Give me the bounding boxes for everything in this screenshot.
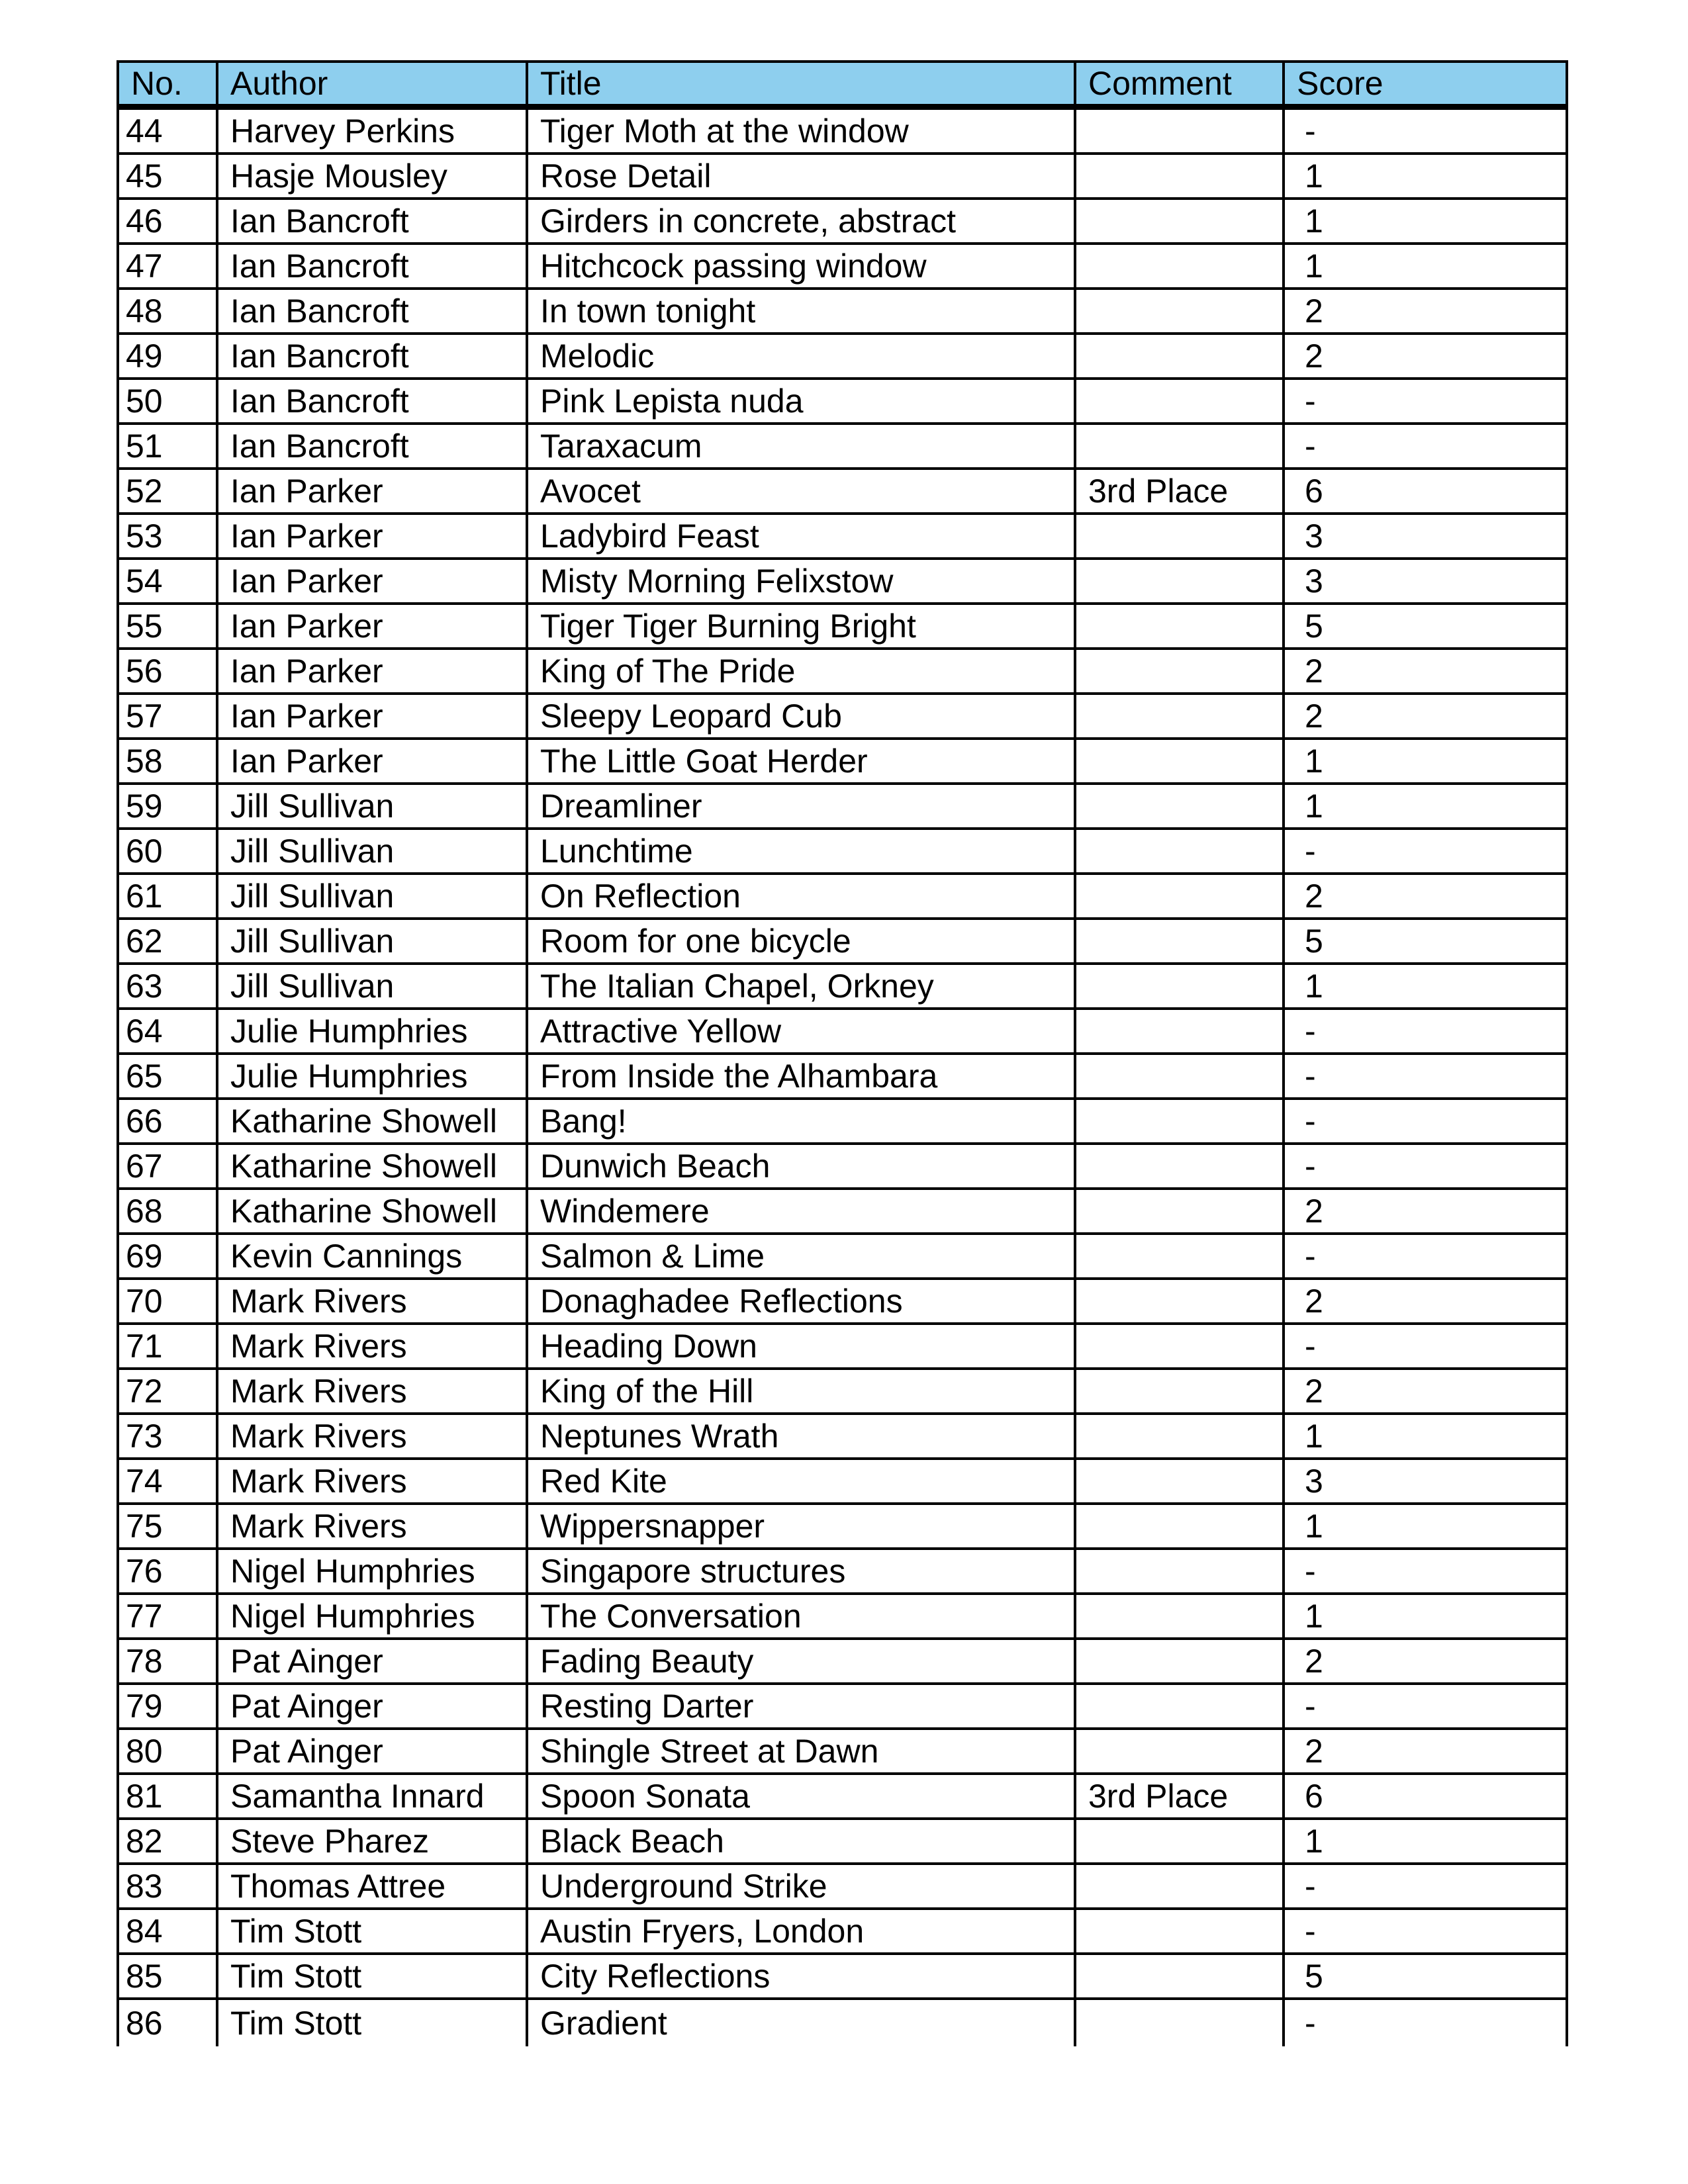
- cell-score: 3: [1284, 1459, 1567, 1504]
- cell-no: 50: [118, 379, 217, 424]
- results-table: [117, 60, 1568, 2046]
- table-header: [118, 62, 1567, 107]
- cell-no: 85: [118, 1954, 217, 1999]
- cell-title: Ladybird Feast: [527, 514, 1075, 559]
- cell-comment: [1075, 1549, 1284, 1594]
- cell-comment: [1075, 1144, 1284, 1189]
- cell-score: -: [1284, 1864, 1567, 1909]
- cell-comment: [1075, 1999, 1284, 2046]
- header-row: [118, 62, 1567, 107]
- cell-score: -: [1284, 1324, 1567, 1369]
- cell-no: 54: [118, 559, 217, 604]
- cell-comment: [1075, 919, 1284, 964]
- table-row: [118, 107, 1567, 154]
- cell-no: 51: [118, 424, 217, 469]
- cell-no: 53: [118, 514, 217, 559]
- cell-no: 48: [118, 289, 217, 334]
- cell-no: 81: [118, 1774, 217, 1819]
- cell-title: Wippersnapper: [527, 1504, 1075, 1549]
- cell-author: Mark Rivers: [217, 1369, 527, 1414]
- cell-score: -: [1284, 1009, 1567, 1054]
- table-row: [118, 514, 1567, 559]
- cell-no: 46: [118, 199, 217, 244]
- cell-author: Katharine Showell: [217, 1144, 527, 1189]
- cell-title: Tiger Tiger Burning Bright: [527, 604, 1075, 649]
- cell-score: 2: [1284, 874, 1567, 919]
- cell-score: 1: [1284, 244, 1567, 289]
- cell-comment: [1075, 1864, 1284, 1909]
- cell-comment: [1075, 1414, 1284, 1459]
- table-row: [118, 559, 1567, 604]
- cell-author: Mark Rivers: [217, 1279, 527, 1324]
- cell-score: 1: [1284, 1594, 1567, 1639]
- table-row: [118, 1864, 1567, 1909]
- cell-author: Ian Parker: [217, 514, 527, 559]
- cell-score: 1: [1284, 1504, 1567, 1549]
- cell-author: Ian Bancroft: [217, 424, 527, 469]
- cell-title: The Conversation: [527, 1594, 1075, 1639]
- cell-title: Underground Strike: [527, 1864, 1075, 1909]
- cell-no: 66: [118, 1099, 217, 1144]
- table-row: [118, 1459, 1567, 1504]
- cell-score: -: [1284, 1099, 1567, 1144]
- table-row: [118, 1144, 1567, 1189]
- table-row: [118, 874, 1567, 919]
- cell-score: 2: [1284, 1729, 1567, 1774]
- cell-score: 2: [1284, 289, 1567, 334]
- cell-author: Julie Humphries: [217, 1054, 527, 1099]
- cell-no: 58: [118, 739, 217, 784]
- cell-score: 1: [1284, 154, 1567, 199]
- table-row: [118, 1729, 1567, 1774]
- cell-score: 1: [1284, 199, 1567, 244]
- cell-no: 72: [118, 1369, 217, 1414]
- cell-no: 59: [118, 784, 217, 829]
- table-row: [118, 424, 1567, 469]
- cell-score: -: [1284, 1684, 1567, 1729]
- cell-author: Jill Sullivan: [217, 964, 527, 1009]
- cell-author: Ian Parker: [217, 739, 527, 784]
- table-body: [118, 107, 1567, 2047]
- cell-comment: [1075, 1189, 1284, 1234]
- table-row: [118, 829, 1567, 874]
- cell-author: Katharine Showell: [217, 1189, 527, 1234]
- cell-no: 76: [118, 1549, 217, 1594]
- cell-author: Tim Stott: [217, 1999, 527, 2046]
- cell-title: King of The Pride: [527, 649, 1075, 694]
- cell-comment: [1075, 1639, 1284, 1684]
- cell-author: Jill Sullivan: [217, 829, 527, 874]
- cell-author: Katharine Showell: [217, 1099, 527, 1144]
- cell-score: -: [1284, 107, 1567, 154]
- cell-comment: [1075, 784, 1284, 829]
- cell-no: 55: [118, 604, 217, 649]
- cell-title: Red Kite: [527, 1459, 1075, 1504]
- cell-comment: [1075, 289, 1284, 334]
- cell-title: Room for one bicycle: [527, 919, 1075, 964]
- table-row: [118, 784, 1567, 829]
- cell-score: 6: [1284, 469, 1567, 514]
- table-row: [118, 469, 1567, 514]
- cell-comment: [1075, 1099, 1284, 1144]
- table-row: [118, 1954, 1567, 1999]
- cell-comment: [1075, 1459, 1284, 1504]
- table-row: [118, 1234, 1567, 1279]
- cell-score: -: [1284, 424, 1567, 469]
- cell-author: Samantha Innard: [217, 1774, 527, 1819]
- cell-author: Ian Bancroft: [217, 289, 527, 334]
- cell-no: 65: [118, 1054, 217, 1099]
- cell-author: Hasje Mousley: [217, 154, 527, 199]
- cell-no: 69: [118, 1234, 217, 1279]
- cell-score: -: [1284, 1549, 1567, 1594]
- cell-author: Kevin Cannings: [217, 1234, 527, 1279]
- cell-comment: [1075, 1324, 1284, 1369]
- table-row: [118, 739, 1567, 784]
- cell-comment: [1075, 559, 1284, 604]
- cell-title: Girders in concrete, abstract: [527, 199, 1075, 244]
- cell-comment: [1075, 874, 1284, 919]
- cell-author: Steve Pharez: [217, 1819, 527, 1864]
- cell-score: 2: [1284, 334, 1567, 379]
- cell-score: 3: [1284, 514, 1567, 559]
- header-no: No.: [118, 62, 217, 107]
- cell-comment: [1075, 649, 1284, 694]
- cell-score: 2: [1284, 1639, 1567, 1684]
- cell-comment: [1075, 514, 1284, 559]
- cell-title: Austin Fryers, London: [527, 1909, 1075, 1954]
- cell-no: 77: [118, 1594, 217, 1639]
- cell-comment: [1075, 1684, 1284, 1729]
- cell-author: Nigel Humphries: [217, 1594, 527, 1639]
- cell-title: King of the Hill: [527, 1369, 1075, 1414]
- cell-author: Julie Humphries: [217, 1009, 527, 1054]
- table-row: [118, 1324, 1567, 1369]
- cell-title: Salmon & Lime: [527, 1234, 1075, 1279]
- cell-score: 1: [1284, 964, 1567, 1009]
- cell-comment: [1075, 334, 1284, 379]
- table-row: [118, 604, 1567, 649]
- cell-author: Ian Bancroft: [217, 334, 527, 379]
- cell-author: Mark Rivers: [217, 1504, 527, 1549]
- cell-score: 2: [1284, 1189, 1567, 1234]
- table-row: [118, 1999, 1567, 2046]
- cell-score: -: [1284, 1144, 1567, 1189]
- cell-author: Ian Parker: [217, 694, 527, 739]
- cell-no: 83: [118, 1864, 217, 1909]
- cell-author: Mark Rivers: [217, 1414, 527, 1459]
- table-row: [118, 1909, 1567, 1954]
- cell-author: Ian Parker: [217, 559, 527, 604]
- cell-title: Dreamliner: [527, 784, 1075, 829]
- cell-no: 75: [118, 1504, 217, 1549]
- cell-comment: [1075, 1819, 1284, 1864]
- cell-no: 71: [118, 1324, 217, 1369]
- cell-no: 45: [118, 154, 217, 199]
- header-title: Title: [527, 62, 1075, 107]
- cell-comment: [1075, 244, 1284, 289]
- cell-no: 64: [118, 1009, 217, 1054]
- cell-comment: [1075, 739, 1284, 784]
- cell-score: -: [1284, 1909, 1567, 1954]
- cell-title: Windemere: [527, 1189, 1075, 1234]
- cell-no: 61: [118, 874, 217, 919]
- cell-score: -: [1284, 1054, 1567, 1099]
- cell-comment: [1075, 694, 1284, 739]
- cell-no: 63: [118, 964, 217, 1009]
- cell-no: 44: [118, 107, 217, 154]
- table-row: [118, 1054, 1567, 1099]
- cell-title: The Italian Chapel, Orkney: [527, 964, 1075, 1009]
- cell-no: 78: [118, 1639, 217, 1684]
- cell-score: 1: [1284, 784, 1567, 829]
- cell-no: 84: [118, 1909, 217, 1954]
- cell-comment: [1075, 1279, 1284, 1324]
- cell-title: Donaghadee Reflections: [527, 1279, 1075, 1324]
- cell-no: 79: [118, 1684, 217, 1729]
- cell-title: Attractive Yellow: [527, 1009, 1075, 1054]
- cell-author: Ian Bancroft: [217, 199, 527, 244]
- cell-no: 73: [118, 1414, 217, 1459]
- table-row: [118, 1639, 1567, 1684]
- table-row: [118, 1594, 1567, 1639]
- cell-title: Spoon Sonata: [527, 1774, 1075, 1819]
- cell-comment: [1075, 1954, 1284, 1999]
- header-author: Author: [217, 62, 527, 107]
- cell-title: Misty Morning Felixstow: [527, 559, 1075, 604]
- cell-score: 5: [1284, 919, 1567, 964]
- cell-title: Heading Down: [527, 1324, 1075, 1369]
- cell-no: 52: [118, 469, 217, 514]
- cell-score: 5: [1284, 1954, 1567, 1999]
- cell-no: 67: [118, 1144, 217, 1189]
- cell-score: 1: [1284, 1819, 1567, 1864]
- cell-score: 3: [1284, 559, 1567, 604]
- table-row: [118, 1279, 1567, 1324]
- cell-no: 60: [118, 829, 217, 874]
- cell-title: Avocet: [527, 469, 1075, 514]
- table-row: [118, 694, 1567, 739]
- cell-author: Jill Sullivan: [217, 919, 527, 964]
- table-row: [118, 334, 1567, 379]
- table-row: [118, 154, 1567, 199]
- cell-title: Tiger Moth at the window: [527, 107, 1075, 154]
- cell-comment: [1075, 1369, 1284, 1414]
- cell-no: 70: [118, 1279, 217, 1324]
- cell-no: 57: [118, 694, 217, 739]
- table-row: [118, 1009, 1567, 1054]
- cell-comment: [1075, 199, 1284, 244]
- cell-score: -: [1284, 379, 1567, 424]
- cell-author: Ian Parker: [217, 649, 527, 694]
- table-row: [118, 1774, 1567, 1819]
- cell-comment: [1075, 1909, 1284, 1954]
- cell-author: Mark Rivers: [217, 1459, 527, 1504]
- cell-score: 5: [1284, 604, 1567, 649]
- cell-author: Tim Stott: [217, 1954, 527, 1999]
- table-row: [118, 244, 1567, 289]
- cell-title: City Reflections: [527, 1954, 1075, 1999]
- cell-title: Singapore structures: [527, 1549, 1075, 1594]
- cell-score: 1: [1284, 1414, 1567, 1459]
- cell-comment: [1075, 964, 1284, 1009]
- cell-comment: [1075, 1594, 1284, 1639]
- cell-comment: 3rd Place: [1075, 1774, 1284, 1819]
- table-row: [118, 1189, 1567, 1234]
- table-row: [118, 379, 1567, 424]
- header-score: Score: [1284, 62, 1567, 107]
- cell-title: Melodic: [527, 334, 1075, 379]
- cell-title: Lunchtime: [527, 829, 1075, 874]
- cell-author: Pat Ainger: [217, 1729, 527, 1774]
- table-row: [118, 1504, 1567, 1549]
- cell-no: 74: [118, 1459, 217, 1504]
- table-row: [118, 1819, 1567, 1864]
- cell-comment: [1075, 829, 1284, 874]
- cell-title: The Little Goat Herder: [527, 739, 1075, 784]
- table-row: [118, 1549, 1567, 1594]
- cell-title: In town tonight: [527, 289, 1075, 334]
- cell-no: 80: [118, 1729, 217, 1774]
- cell-no: 68: [118, 1189, 217, 1234]
- cell-no: 82: [118, 1819, 217, 1864]
- cell-score: 2: [1284, 694, 1567, 739]
- cell-comment: [1075, 1234, 1284, 1279]
- cell-title: On Reflection: [527, 874, 1075, 919]
- header-comment: Comment: [1075, 62, 1284, 107]
- table-row: [118, 289, 1567, 334]
- cell-title: Bang!: [527, 1099, 1075, 1144]
- cell-author: Harvey Perkins: [217, 107, 527, 154]
- cell-comment: [1075, 107, 1284, 154]
- cell-comment: [1075, 154, 1284, 199]
- cell-comment: [1075, 1504, 1284, 1549]
- table-row: [118, 1414, 1567, 1459]
- cell-comment: [1075, 1054, 1284, 1099]
- cell-comment: [1075, 424, 1284, 469]
- table-row: [118, 919, 1567, 964]
- cell-title: Black Beach: [527, 1819, 1075, 1864]
- cell-score: 2: [1284, 649, 1567, 694]
- cell-no: 47: [118, 244, 217, 289]
- cell-comment: 3rd Place: [1075, 469, 1284, 514]
- cell-score: 2: [1284, 1369, 1567, 1414]
- cell-author: Thomas Attree: [217, 1864, 527, 1909]
- cell-author: Mark Rivers: [217, 1324, 527, 1369]
- cell-title: Pink Lepista nuda: [527, 379, 1075, 424]
- cell-author: Pat Ainger: [217, 1684, 527, 1729]
- cell-score: -: [1284, 1999, 1567, 2046]
- cell-no: 62: [118, 919, 217, 964]
- cell-comment: [1075, 604, 1284, 649]
- cell-author: Pat Ainger: [217, 1639, 527, 1684]
- table-row: [118, 1684, 1567, 1729]
- cell-author: Jill Sullivan: [217, 784, 527, 829]
- cell-score: -: [1284, 829, 1567, 874]
- cell-title: Fading Beauty: [527, 1639, 1075, 1684]
- cell-author: Nigel Humphries: [217, 1549, 527, 1594]
- table-row: [118, 649, 1567, 694]
- cell-title: Gradient: [527, 1999, 1075, 2046]
- cell-score: 2: [1284, 1279, 1567, 1324]
- cell-title: Dunwich Beach: [527, 1144, 1075, 1189]
- cell-title: Neptunes Wrath: [527, 1414, 1075, 1459]
- table-row: [118, 199, 1567, 244]
- cell-title: Resting Darter: [527, 1684, 1075, 1729]
- cell-comment: [1075, 379, 1284, 424]
- table-row: [118, 1369, 1567, 1414]
- cell-score: 1: [1284, 739, 1567, 784]
- cell-comment: [1075, 1009, 1284, 1054]
- cell-no: 49: [118, 334, 217, 379]
- cell-title: Shingle Street at Dawn: [527, 1729, 1075, 1774]
- cell-score: -: [1284, 1234, 1567, 1279]
- cell-author: Tim Stott: [217, 1909, 527, 1954]
- cell-title: Taraxacum: [527, 424, 1075, 469]
- cell-title: From Inside the Alhambara: [527, 1054, 1075, 1099]
- cell-comment: [1075, 1729, 1284, 1774]
- cell-author: Jill Sullivan: [217, 874, 527, 919]
- table-row: [118, 1099, 1567, 1144]
- table-row: [118, 964, 1567, 1009]
- cell-author: Ian Bancroft: [217, 244, 527, 289]
- cell-author: Ian Bancroft: [217, 379, 527, 424]
- cell-author: Ian Parker: [217, 604, 527, 649]
- cell-title: Rose Detail: [527, 154, 1075, 199]
- cell-title: Sleepy Leopard Cub: [527, 694, 1075, 739]
- cell-no: 86: [118, 1999, 217, 2046]
- cell-no: 56: [118, 649, 217, 694]
- cell-author: Ian Parker: [217, 469, 527, 514]
- cell-title: Hitchcock passing window: [527, 244, 1075, 289]
- cell-score: 6: [1284, 1774, 1567, 1819]
